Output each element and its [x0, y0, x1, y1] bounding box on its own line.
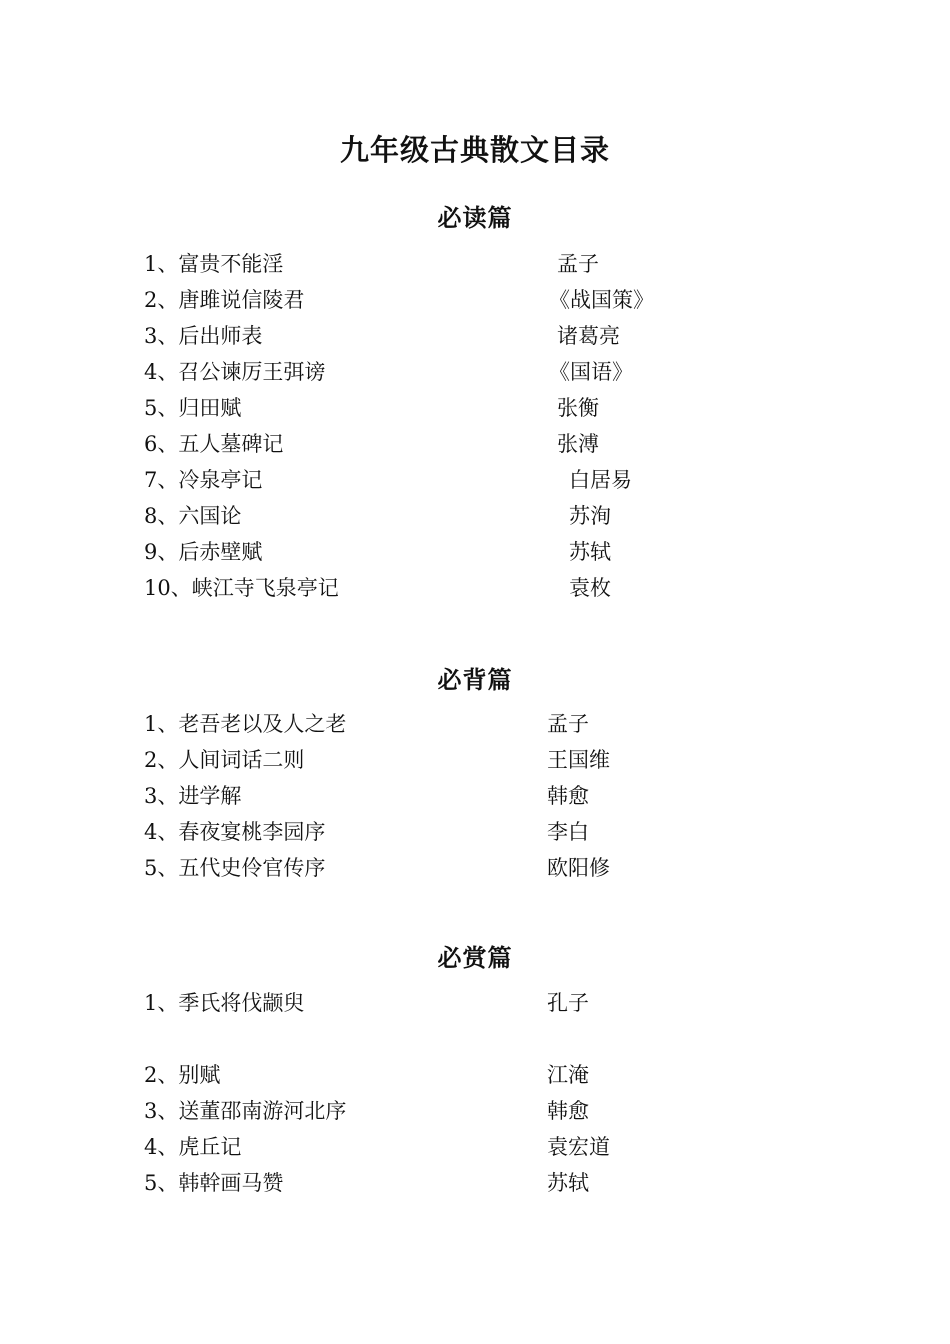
item-title: 1、老吾老以及人之老 — [144, 712, 347, 736]
section-heading-required-reading: 必读篇 — [437, 203, 513, 232]
item-title: 3、进学解 — [144, 784, 242, 808]
item-title: 2、唐雎说信陵君 — [144, 288, 305, 312]
item-title: 5、五代史伶官传序 — [144, 856, 326, 880]
item-title: 4、召公谏厉王弭谤 — [144, 360, 326, 384]
item-author: 韩愈 — [547, 1099, 589, 1123]
item-title: 8、六国论 — [144, 504, 242, 528]
item-author: 袁宏道 — [547, 1135, 610, 1159]
item-author: 苏轼 — [569, 540, 611, 564]
item-author: 张溥 — [557, 432, 599, 456]
item-title: 5、归田赋 — [144, 396, 242, 420]
list-item — [144, 1096, 744, 1126]
item-title: 7、冷泉亭记 — [144, 468, 263, 492]
item-author: 孟子 — [547, 712, 589, 736]
list-item — [144, 501, 744, 531]
item-author: 白居易 — [569, 468, 632, 492]
list-item — [144, 573, 744, 603]
list-item — [144, 393, 744, 423]
item-author: 张衡 — [557, 396, 599, 420]
item-title: 2、人间词话二则 — [144, 748, 305, 772]
document-title: 九年级古典散文目录 — [339, 133, 610, 167]
list-item — [144, 465, 744, 495]
item-author: 孟子 — [557, 252, 599, 276]
list-item — [144, 709, 744, 739]
item-author: 苏轼 — [547, 1171, 589, 1195]
item-author: 《国语》 — [549, 360, 633, 384]
list-item — [144, 781, 744, 811]
item-author: 孔子 — [547, 991, 589, 1015]
item-title: 5、韩幹画马赞 — [144, 1171, 284, 1195]
list-item — [144, 537, 744, 567]
item-author: 王国维 — [547, 748, 610, 772]
list-item — [144, 357, 744, 387]
item-author: 《战国策》 — [549, 288, 654, 312]
item-title: 1、季氏将伐颛臾 — [144, 991, 305, 1015]
item-title: 3、送董邵南游河北序 — [144, 1099, 347, 1123]
list-item — [144, 429, 744, 459]
item-author: 苏洵 — [569, 504, 611, 528]
item-author: 李白 — [547, 820, 589, 844]
item-author: 袁枚 — [569, 576, 611, 600]
list-item — [144, 321, 744, 351]
section-heading-appreciation: 必赏篇 — [437, 943, 513, 972]
list-item — [144, 988, 744, 1018]
list-item — [144, 745, 744, 775]
item-title: 3、后出师表 — [144, 324, 263, 348]
item-author: 诸葛亮 — [557, 324, 620, 348]
list-item — [144, 1132, 744, 1162]
list-item — [144, 817, 744, 847]
item-title: 9、后赤壁赋 — [144, 540, 263, 564]
list-item — [144, 285, 744, 315]
item-title: 1、富贵不能淫 — [144, 252, 284, 276]
item-title: 4、虎丘记 — [144, 1135, 242, 1159]
section-heading-required-recitation: 必背篇 — [437, 665, 513, 694]
list-item — [144, 853, 744, 883]
item-author: 欧阳修 — [547, 856, 610, 880]
list-item — [144, 1060, 744, 1090]
item-title: 4、春夜宴桃李园序 — [144, 820, 326, 844]
item-title: 2、别赋 — [144, 1063, 221, 1087]
item-author: 江淹 — [547, 1063, 589, 1087]
list-item — [144, 1168, 744, 1198]
item-title: 6、五人墓碑记 — [144, 432, 284, 456]
item-title: 10、峡江寺飞泉亭记 — [144, 576, 339, 600]
item-author: 韩愈 — [547, 784, 589, 808]
list-item — [144, 249, 744, 279]
